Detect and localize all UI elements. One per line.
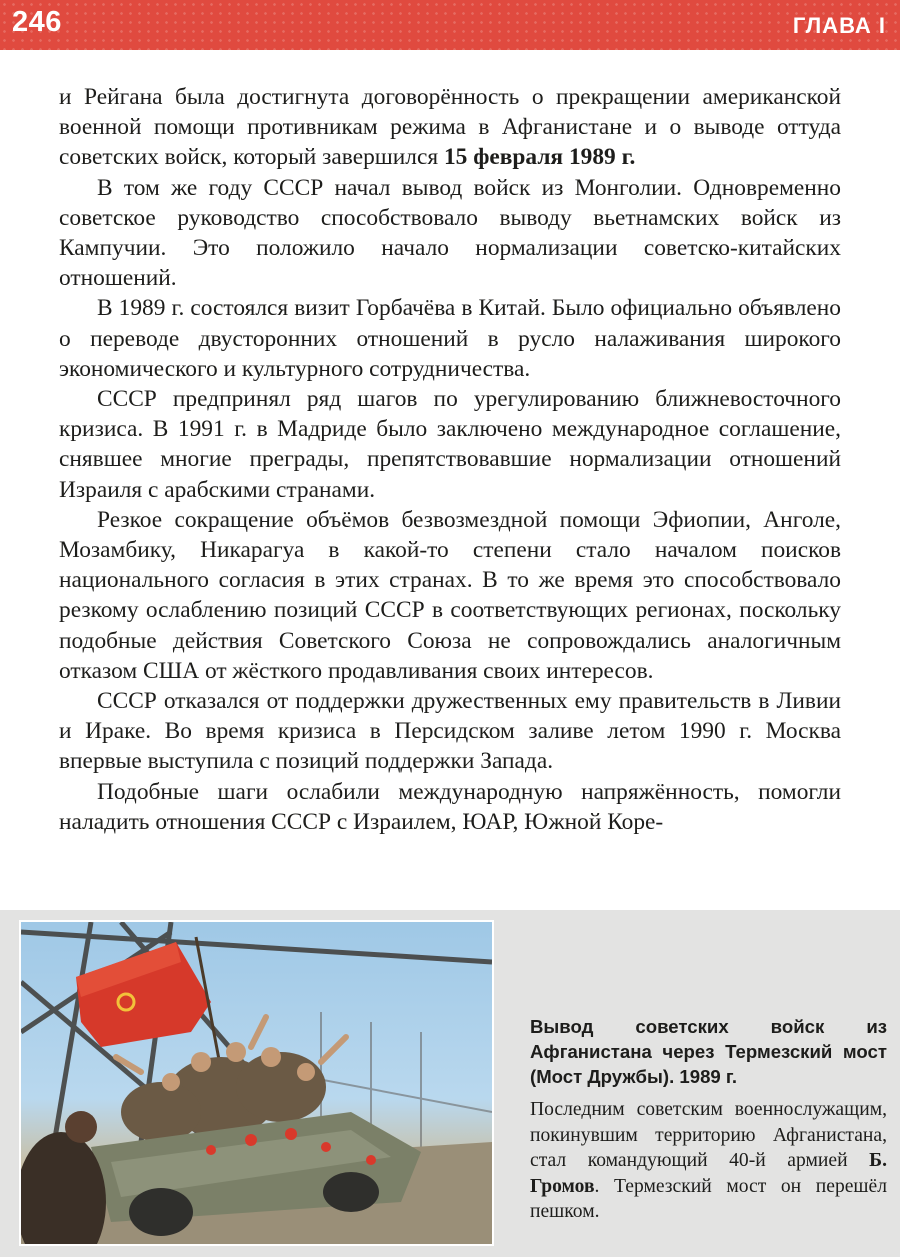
page-header [0, 0, 900, 50]
page-number: 246 [12, 6, 62, 38]
paragraph-6: СССР отказался от поддержки дружественных ему правительств в Ливии и Ираке. Во время кризиса в Персидском заливе летом 1990 г. Москва впервые выступила с позиций поддержки Запада. [59, 688, 841, 775]
figure-band [0, 910, 900, 1257]
paragraph-2: В том же году СССР начал вывод войск из Монголии. Одновременно советское руководство способствовало выводу вьетнамских войск из Кампучии. Это положило начало нормализации советско-китайских отношений. [59, 174, 841, 292]
paragraph-3: В 1989 г. состоялся визит Горбачёва в Китай. Было официально объявлено о переводе двусторонних отношений в русло налаживания широкого экономического и культурного сотрудничества. [59, 295, 841, 382]
figure-caption [530, 1014, 887, 1225]
chapter-label: ГЛАВА I [792, 13, 886, 38]
date-highlight: 15 февраля 1989 г. [443, 144, 636, 171]
caption-text-part1: Последним советским военнослужащим, покинувшим территорию Афганистана, стал командующий 40-й армией [530, 1099, 887, 1171]
caption-name-highlight: Б. Громов [530, 1150, 887, 1197]
photo-illustration [21, 922, 492, 1244]
caption-text [530, 1097, 887, 1225]
caption-text-part2: . Термезский мост он перешёл пешком. [530, 1175, 887, 1222]
caption-title: Вывод советских войск из Афганистана через Термезский мост (Мост Дружбы). 1989 г. [530, 1016, 887, 1087]
paragraph-1-text: и Рейгана была достигнута договорённость о прекращении американской военной помощи противникам режима в Афганистане и о выводе оттуда советских войск, который завершился [59, 84, 841, 171]
photo-soviet-troops-withdrawal [19, 920, 494, 1246]
paragraph-1 [59, 82, 841, 173]
paragraph-4: СССР предпринял ряд шагов по урегулированию ближневосточного кризиса. В 1991 г. в Мадриде было заключено международное соглашение, снявшее многие преграды, препятствовавшие нормализации отношений Израиля с арабскими странами. [59, 386, 841, 503]
paragraph-7: Подобные шаги ослабили международную напряжённость, помогли наладить отношения СССР с Израилем, ЮАР, Южной Коре- [59, 778, 841, 835]
body-text [59, 82, 841, 837]
paragraph-5: Резкое сокращение объёмов безвозмездной помощи Эфиопии, Анголе, Мозамбику, Никарагуа в какой-то степени стало началом поисков национального согласия в этих странах. В то же время это способствовало резкому ослаблению позиций СССР в соответствующих регионах, поскольку подобные действия Советского Союза не сопровождались аналогичным отказом США от жёсткого продавливания своих интересов. [59, 506, 841, 684]
